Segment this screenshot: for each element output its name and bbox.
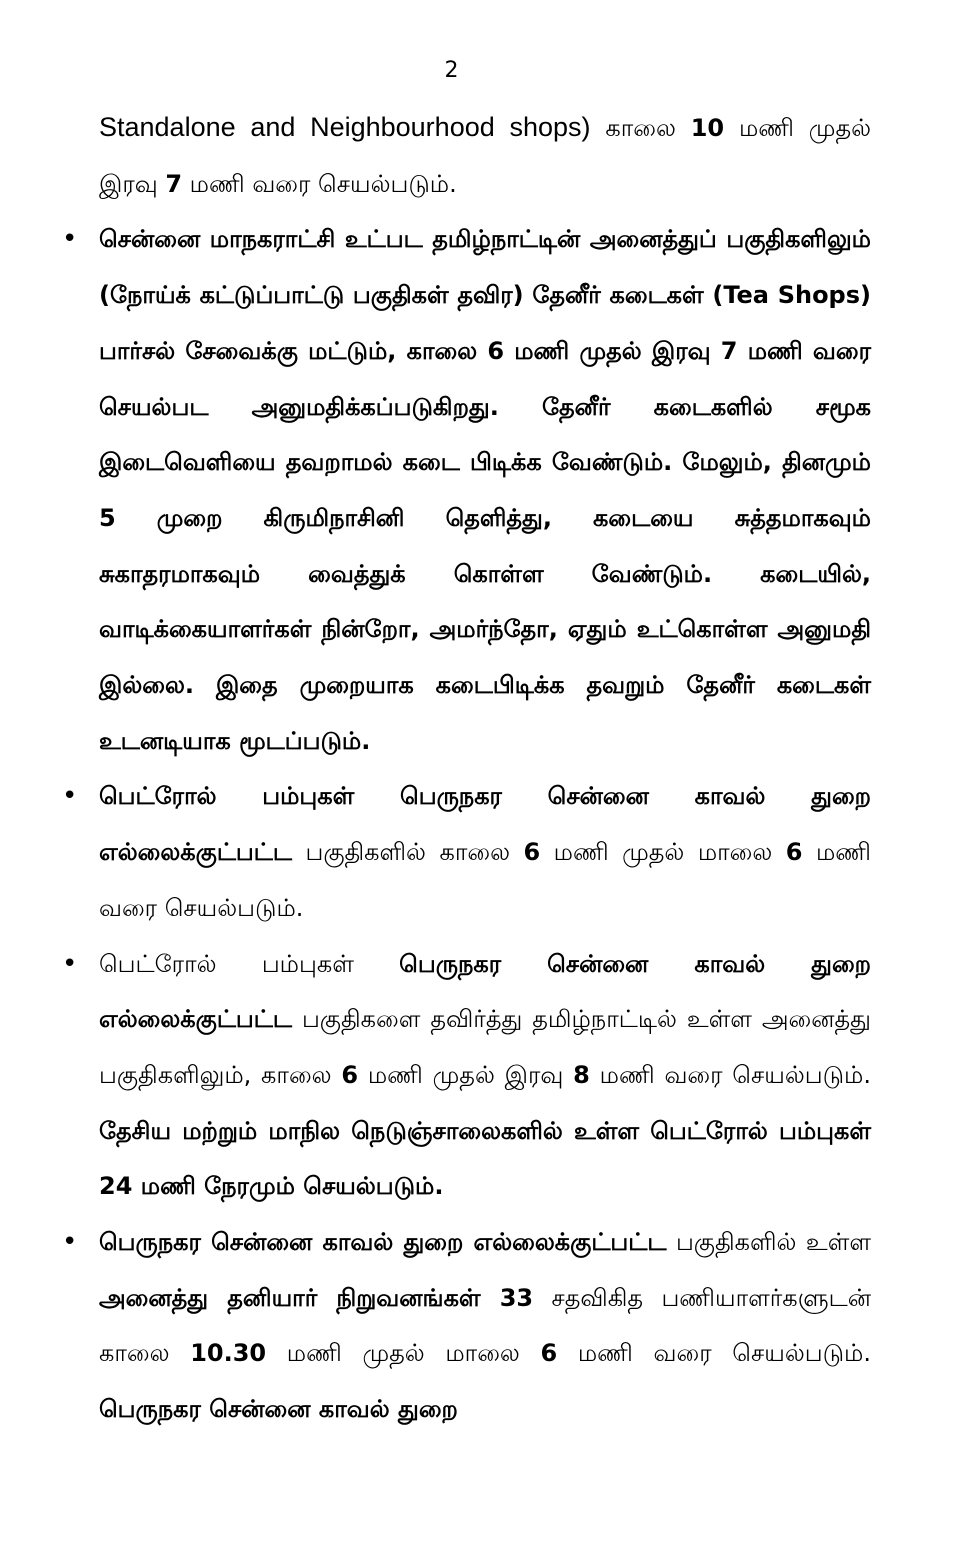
bullet-icon: •: [62, 781, 78, 812]
text-segment: பகுதிகளில் காலை: [291, 838, 524, 867]
text-segment: காலை: [590, 114, 691, 142]
text-segment: பெட்ரோல் பம்புகள்: [99, 949, 400, 978]
text-segment: பெருநகர சென்னை காவல் துறை எல்லைக்குட்பட்ட: [99, 1228, 667, 1257]
bullet-icon: •: [62, 1227, 78, 1258]
text-segment: பெருநகர சென்னை காவல் துறை எல்லைக்குட்பட்ட: [99, 949, 871, 1034]
text-segment: பகுதிகளை தவிர்த்து தமிழ்நாட்டில் உள்ள அனைத்து பகுதிகளிலும், காலை: [99, 1005, 871, 1089]
text-segment: 6: [523, 838, 541, 867]
text-segment: 8: [573, 1060, 590, 1089]
text-segment: மணி முதல் மாலை: [540, 838, 786, 867]
text-segment: மணி வரை செயல்படும்.: [99, 838, 871, 922]
text-segment: பெட்ரோல் பம்புகள் பெருநகர சென்னை காவல் துறை எல்லைக்குட்பட்ட: [99, 782, 871, 867]
list-item-petrol-state: [62, 937, 872, 1216]
text-segment: மணி முதல் இரவு: [99, 114, 871, 198]
list-item-private-companies: [62, 1215, 872, 1438]
text-segment: மணி வரை செயல்படும்.: [589, 1060, 872, 1089]
bullet-icon: •: [62, 948, 78, 979]
list-item-tea-shops: [62, 212, 871, 769]
text-segment: பெருநகர சென்னை காவல் துறை: [99, 1395, 458, 1424]
paragraph-shop-hours: [99, 100, 871, 212]
page-number: 2: [444, 58, 459, 83]
text-segment: மணி வரை செயல்படும்.: [557, 1339, 871, 1368]
text-segment: 7: [165, 169, 183, 198]
text-segment: மணி முதல் இரவு: [358, 1060, 574, 1089]
text-segment: சென்னை மாநகராட்சி உட்பட தமிழ்நாட்டின் அனைத்துப் பகுதிகளிலும் (நோய்க் கட்டுப்பாட்டு பகுதிகள் தவிர) தேனீர் கடைகள் (Tea Shops) பார்சல் சேவைக்கு மட்டும், காலை 6 மணி முதல் இரவு 7 மணி வரை செயல்பட அனுமதிக்கப்படுகிறது. தேனீர் கடைகளில் சமூக இடைவெளியை தவறாமல் கடை பிடிக்க வேண்டும். மேலும், தினமும் 5 முறை கிருமிநாசினி தெளித்து, கடையை சுத்தமாகவும் சுகாதரமாகவும் வைத்துக் கொள்ள வேண்டும். கடையில், வாடிக்கையாளர்கள் நின்றோ, அமர்ந்தோ, ஏதும் உட்கொள்ள அனுமதி இல்லை. இதை முறையாக கடைபிடிக்க தவறும் தேனீர் கடைகள் உடனடியாக மூடப்படும்.: [99, 225, 871, 755]
bullet-icon: •: [62, 224, 78, 255]
text-segment: அனைத்து தனியார் நிறுவனங்கள் 33: [99, 1283, 534, 1312]
text-segment: பகுதிகளில் உள்ள: [666, 1228, 872, 1257]
text-segment: 6: [341, 1060, 359, 1089]
text-segment: Standalone and Neighbourhood shops): [99, 112, 591, 142]
text-segment: 6: [785, 838, 803, 867]
text-segment: 6: [540, 1339, 558, 1368]
text-segment: 10: [690, 114, 725, 142]
text-segment: மணி முதல் மாலை: [266, 1339, 541, 1368]
document-body: [62, 100, 872, 1438]
text-segment: 10.30: [190, 1339, 267, 1368]
text-segment: சதவிகித பணியாளர்களுடன் காலை: [99, 1283, 871, 1368]
text-segment: மணி வரை செயல்படும்.: [182, 169, 457, 198]
text-segment: தேசிய மற்றும் மாநில நெடுஞ்சாலைகளில் உள்ள பெட்ரோல் பம்புகள் 24 மணி நேரமும் செயல்படும்.: [99, 1116, 871, 1201]
list-item-petrol-chennai: [62, 769, 871, 936]
